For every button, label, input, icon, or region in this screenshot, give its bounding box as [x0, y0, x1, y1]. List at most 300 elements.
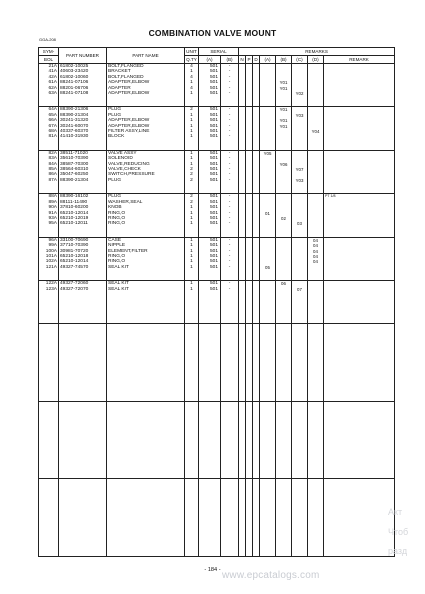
part-number-value: 61802-10025 — [60, 64, 89, 69]
remark-n-cell — [239, 281, 246, 324]
quantity-value: 1 — [190, 221, 193, 227]
remark-dcol-value — [308, 178, 323, 183]
serial-a-value: 501 — [209, 80, 218, 86]
page-number: - 184 - — [204, 567, 221, 573]
part-number-value: 38511-71020 — [60, 150, 88, 156]
serial-b-cell — [221, 64, 239, 107]
symbol-value: 81A — [48, 134, 57, 140]
part-name-value: PLUG — [108, 194, 122, 200]
serial-a-value: 501 — [209, 172, 218, 178]
symbol-value: 21A — [48, 64, 57, 69]
serial-b-value: - — [228, 253, 231, 259]
symbol-value: 42A — [48, 74, 57, 80]
empty-cell — [199, 401, 221, 479]
serial-b-value: - — [228, 243, 231, 249]
empty-cell — [260, 401, 276, 479]
header-remarks-a: (A) — [260, 56, 276, 64]
serial-a-value: 501 — [209, 205, 218, 211]
empty-cell — [276, 324, 292, 402]
part-number-value: 88111-11490 — [60, 199, 88, 205]
part-number-value: 65210-12014 — [60, 259, 89, 265]
remark-n-value — [239, 134, 245, 139]
empty-cell — [39, 324, 59, 402]
part-name-value: ADAPTER,ELBOW — [108, 90, 150, 96]
serial-a-cell — [199, 107, 221, 150]
remark-d-cell — [253, 281, 260, 324]
symbol-value: 85A — [48, 167, 57, 173]
part-name-value: KNOB — [108, 205, 122, 211]
empty-block — [39, 401, 395, 479]
serial-a-value: 501 — [209, 74, 218, 80]
quantity-value: 2 — [190, 172, 193, 178]
serial-b-value: - — [228, 85, 231, 91]
overlay-text-1: Акт — [388, 507, 403, 517]
remark-a-value: 01 — [265, 210, 270, 216]
part-number-cell — [59, 194, 107, 237]
remark-c-cell — [292, 237, 308, 280]
empty-cell — [260, 479, 276, 557]
serial-a-value: 501 — [209, 259, 218, 265]
part-number-value: 30981-70720 — [60, 248, 89, 254]
remark-n-cell — [239, 107, 246, 150]
symbol-value: 66A — [48, 118, 57, 124]
remark-value — [324, 221, 394, 226]
remark-cell — [324, 194, 395, 237]
header-remarks-d: (D) — [308, 56, 324, 64]
header-bol: BOL — [39, 56, 59, 64]
part-number-cell — [59, 107, 107, 150]
serial-a-value: 501 — [209, 69, 218, 75]
remark-b-value: Y06 — [279, 161, 288, 167]
part-name-value: SOLENOID — [108, 156, 133, 162]
quantity-value: 2 — [190, 177, 193, 183]
remark-d-value — [253, 287, 259, 292]
remark-d-cell — [253, 107, 260, 150]
remark-n-value — [239, 265, 245, 270]
serial-b-value: - — [228, 172, 231, 178]
part-number-value: 88201-06706 — [60, 85, 89, 91]
serial-a-value: 501 — [209, 286, 218, 292]
serial-b-value: - — [228, 129, 231, 135]
empty-cell — [276, 401, 292, 479]
empty-cell — [221, 324, 239, 402]
remark-b-value: Y01 — [279, 80, 288, 86]
remark-value — [324, 134, 394, 139]
remark-a-cell — [260, 64, 276, 107]
header-p: P — [247, 57, 251, 62]
empty-cell — [246, 479, 253, 557]
remark-a-value: Y05 — [263, 150, 272, 156]
remark-b-value: Y01 — [279, 123, 288, 129]
part-name-cell — [107, 64, 185, 107]
part-name-value: ELEMENT,FILTER — [108, 248, 148, 254]
symbol-value: 122A — [45, 281, 57, 287]
part-name-value: ADAPTER — [108, 85, 131, 91]
remark-dcol-value — [308, 221, 323, 226]
header-remark: REMARK — [324, 56, 395, 64]
remark-p-value — [246, 265, 252, 270]
serial-b-value: - — [228, 281, 231, 287]
remark-d-value — [253, 265, 259, 270]
remark-c-value: Y07 — [295, 167, 304, 173]
symbol-value: 123A — [45, 286, 57, 292]
part-number-value: 88241-07108 — [60, 90, 89, 96]
remark-a-value — [260, 178, 275, 183]
serial-b-value: - — [228, 177, 231, 183]
remark-value — [324, 287, 394, 292]
remark-cell — [324, 107, 395, 150]
part-number-cell — [59, 150, 107, 193]
remark-n-cell — [239, 194, 246, 237]
empty-cell — [107, 401, 185, 479]
part-number-value: 88241-07106 — [60, 80, 89, 86]
empty-cell — [39, 401, 59, 479]
quantity-value: 1 — [190, 205, 193, 211]
quantity-value: 4 — [190, 85, 193, 91]
part-number-value: 30241-60070 — [60, 123, 89, 129]
remark-b-value: Y01 — [279, 107, 288, 113]
serial-a-value: 501 — [209, 221, 218, 227]
quantity-value: 1 — [190, 286, 193, 292]
remark-cell — [324, 64, 395, 107]
empty-cell — [253, 401, 260, 479]
symbol-value: 95A — [48, 221, 57, 227]
serial-a-value: 501 — [209, 237, 218, 243]
part-name-value: PLUG — [108, 177, 122, 183]
symbol-value: 65A — [48, 112, 57, 118]
remark-b-value — [276, 265, 291, 270]
part-number-value: 35610-70390 — [60, 156, 89, 162]
quantity-cell — [185, 64, 199, 107]
remark-p-cell — [246, 237, 253, 280]
part-number-value: 37710-70390 — [60, 243, 89, 249]
remark-n-cell — [239, 237, 246, 280]
serial-b-value: - — [228, 69, 231, 75]
part-name-value: SWITCH,PRESSURE — [108, 172, 155, 178]
remark-p-cell — [246, 64, 253, 107]
empty-cell — [253, 324, 260, 402]
remark-c-value — [292, 134, 307, 139]
remark-b-cell — [276, 107, 292, 150]
part-name-value: RING,O — [108, 259, 126, 265]
table-block — [39, 194, 395, 237]
part-number-value: 88390-16102 — [60, 194, 89, 200]
table-block — [39, 150, 395, 193]
remark-d-value — [253, 178, 259, 183]
quantity-value: 2 — [190, 194, 193, 200]
empty-cell — [246, 324, 253, 402]
remark-b-cell — [276, 237, 292, 280]
part-number-value: 65210-12019 — [60, 215, 89, 221]
serial-b-value: - — [228, 112, 231, 118]
remark-b-cell — [276, 64, 292, 107]
quantity-value: 2 — [190, 167, 193, 173]
remark-c-cell — [292, 64, 308, 107]
remark-value — [324, 265, 394, 270]
remark-p-value — [246, 134, 252, 139]
remark-a-cell — [260, 194, 276, 237]
header-d: D — [254, 57, 258, 62]
part-name-value: VALVE,REDUCING — [108, 161, 150, 167]
remark-b-value — [276, 287, 291, 292]
serial-b-value: - — [228, 90, 231, 96]
quantity-value: 1 — [190, 237, 193, 243]
symbol-value: 61A — [48, 80, 57, 86]
quantity-value: 1 — [190, 90, 193, 96]
serial-b-value: - — [228, 221, 231, 227]
header-sym: SYM- — [39, 48, 59, 56]
part-number-cell — [59, 64, 107, 107]
symbol-cell — [39, 194, 59, 237]
remark-dcol-value: 04 — [313, 248, 318, 254]
symbol-value: 91A — [48, 210, 57, 216]
part-name-value: BRACKET — [108, 69, 131, 75]
serial-a-value: 501 — [209, 194, 218, 200]
symbol-value: 101A — [45, 253, 57, 259]
serial-a-value: 501 — [209, 199, 218, 205]
remark-dcol-value: 04 — [313, 259, 318, 265]
quantity-value: 1 — [190, 112, 193, 118]
serial-a-value: 501 — [209, 156, 218, 162]
symbol-value: 62A — [48, 85, 57, 91]
empty-cell — [308, 324, 324, 402]
part-number-value: 65210-12018 — [60, 253, 89, 259]
remark-cell — [324, 237, 395, 280]
serial-b-value: - — [228, 286, 231, 292]
remark-d-cell — [253, 150, 260, 193]
part-number-value: 88390-21304 — [60, 112, 89, 118]
serial-a-value: 501 — [209, 129, 218, 135]
part-number-value: 65210-12014 — [60, 210, 89, 216]
quantity-value: 4 — [190, 64, 193, 69]
remark-p-value — [246, 287, 252, 292]
symbol-value: 87A — [48, 177, 57, 183]
quantity-value: 1 — [190, 123, 193, 129]
part-number-value: 35047-60250 — [60, 172, 89, 178]
remark-dcol-value: 04 — [313, 243, 318, 249]
empty-cell — [199, 479, 221, 557]
part-name-cell — [107, 281, 185, 324]
symbol-value: 63A — [48, 90, 57, 96]
part-name-value: SEAL KIT — [108, 281, 129, 287]
overlay-text-3: разд — [388, 546, 408, 556]
serial-b-cell — [221, 194, 239, 237]
serial-b-cell — [221, 107, 239, 150]
serial-b-value: - — [228, 150, 231, 156]
table-block — [39, 237, 395, 280]
part-number-value: 49327-72070 — [60, 286, 89, 292]
remark-value — [324, 178, 394, 183]
header-serial: SERIAL — [199, 48, 239, 56]
serial-a-cell — [199, 281, 221, 324]
serial-b-value: - — [228, 80, 231, 86]
symbol-value: 89A — [48, 199, 57, 205]
part-name-value: SEAL KIT — [108, 264, 129, 270]
symbol-value: 102A — [45, 259, 57, 265]
quantity-value: 4 — [190, 74, 193, 80]
part-name-value: CASE — [108, 237, 122, 243]
part-number-value: 38587-70300 — [60, 161, 89, 167]
header-qty: Q.TY — [186, 57, 197, 62]
symbol-value: 121A — [45, 264, 57, 270]
serial-b-value: - — [228, 134, 231, 140]
remark-cell — [324, 281, 395, 324]
empty-cell — [260, 324, 276, 402]
part-name-value: RING,O — [108, 210, 126, 216]
serial-b-value: - — [228, 194, 231, 200]
symbol-value: 84A — [48, 161, 57, 167]
serial-b-value: - — [228, 205, 231, 211]
symbol-value: 99A — [48, 243, 57, 249]
part-name-value: VALVE,CHECK — [108, 167, 141, 173]
quantity-value: 2 — [190, 107, 193, 113]
part-name-value: BLOCK — [108, 134, 125, 140]
serial-a-value: 501 — [209, 85, 218, 91]
remark-c-cell — [292, 194, 308, 237]
remark-n-cell — [239, 150, 246, 193]
part-name-value: BOLT,FLANGED — [108, 64, 144, 69]
quantity-value: 1 — [190, 150, 193, 156]
symbol-value: 83A — [48, 156, 57, 162]
remark-p-value — [246, 178, 252, 183]
serial-b-value: - — [228, 118, 231, 124]
serial-b-value: - — [228, 74, 231, 80]
serial-a-value: 501 — [209, 177, 218, 183]
empty-cell — [292, 324, 308, 402]
header-unit: UNIT — [186, 49, 197, 54]
serial-a-value: 501 — [209, 264, 218, 270]
symbol-cell — [39, 150, 59, 193]
serial-a-cell — [199, 194, 221, 237]
remark-a-cell — [260, 281, 276, 324]
part-name-value: PLUG — [108, 112, 122, 118]
quantity-value: 1 — [190, 156, 193, 162]
remark-b-value: Y01 — [279, 85, 288, 91]
serial-a-value: 501 — [209, 123, 218, 129]
quantity-value: 1 — [190, 259, 193, 265]
document-code: GGA-208 — [39, 37, 56, 42]
remark-b-cell — [276, 194, 292, 237]
remark-d-cell — [253, 237, 260, 280]
remark-dcol-cell — [308, 150, 324, 193]
parts-table — [38, 47, 395, 557]
symbol-value: 100A — [45, 248, 57, 254]
empty-cell — [59, 401, 107, 479]
serial-b-value: - — [228, 199, 231, 205]
serial-a-cell — [199, 237, 221, 280]
serial-a-value: 501 — [209, 134, 218, 140]
quantity-cell — [185, 281, 199, 324]
empty-cell — [59, 479, 107, 557]
quantity-value: 1 — [190, 134, 193, 140]
header-part-number: PART NUMBER — [59, 48, 107, 64]
remark-c-cell — [292, 281, 308, 324]
remark-b-value — [276, 178, 291, 183]
serial-b-value: - — [228, 107, 231, 113]
symbol-value: 82A — [48, 150, 57, 156]
serial-b-value: - — [228, 161, 231, 167]
part-number-value: 49327-74570 — [60, 264, 89, 270]
symbol-value: 88A — [48, 194, 57, 200]
symbol-cell — [39, 107, 59, 150]
serial-a-value: 501 — [209, 150, 218, 156]
empty-cell — [59, 324, 107, 402]
remark-a-cell — [260, 107, 276, 150]
remark-dcol-cell — [308, 64, 324, 107]
quantity-value: 1 — [190, 118, 193, 124]
quantity-cell — [185, 237, 199, 280]
empty-cell — [292, 401, 308, 479]
symbol-value: 67A — [48, 123, 57, 129]
serial-a-value: 501 — [209, 253, 218, 259]
serial-a-value: 501 — [209, 210, 218, 216]
serial-a-value: 501 — [209, 107, 218, 113]
empty-cell — [324, 401, 395, 479]
part-name-value: ADAPTER,ELBOW — [108, 80, 150, 86]
header-n: N — [240, 57, 244, 62]
remark-d-cell — [253, 194, 260, 237]
serial-a-value: 501 — [209, 90, 218, 96]
empty-cell — [239, 324, 246, 402]
part-name-value: FILTER ASSY,LINE — [108, 129, 150, 135]
serial-a-value: 501 — [209, 161, 218, 167]
part-name-value: WASHER,SEAL — [108, 199, 143, 205]
part-number-value: 88390-21304 — [60, 177, 89, 183]
empty-cell — [221, 479, 239, 557]
remark-dcol-value: Y04 — [311, 129, 320, 135]
watermark-text: www.epcatalogs.com — [222, 570, 320, 581]
serial-a-value: 501 — [209, 118, 218, 124]
remark-a-cell — [260, 150, 276, 193]
empty-cell — [324, 324, 395, 402]
serial-b-value: - — [228, 156, 231, 162]
remark-a-value — [260, 287, 275, 292]
symbol-value: 41A — [48, 69, 57, 75]
remark-value — [324, 91, 394, 96]
empty-cell — [292, 479, 308, 557]
overlay-text-2: Чтоб — [388, 527, 409, 537]
empty-cell — [324, 479, 395, 557]
part-name-value: VALVE ASSY — [108, 150, 137, 156]
remark-p-value — [246, 91, 252, 96]
part-name-cell — [107, 107, 185, 150]
part-number-value: 38564-60310 — [60, 167, 89, 173]
part-name-cell — [107, 237, 185, 280]
serial-a-value: 501 — [209, 64, 218, 69]
symbol-cell — [39, 64, 59, 107]
quantity-value: 2 — [190, 199, 193, 205]
part-number-cell — [59, 281, 107, 324]
part-name-value: ADAPTER,ELBOW — [108, 123, 150, 129]
quantity-cell — [185, 150, 199, 193]
remark-c-value: 07 — [297, 286, 302, 292]
part-number-value: 40337-60370 — [60, 129, 89, 135]
serial-b-cell — [221, 150, 239, 193]
serial-a-value: 501 — [209, 243, 218, 249]
header-remarks-b: (B) — [276, 56, 292, 64]
remark-p-cell — [246, 281, 253, 324]
remark-c-cell — [292, 150, 308, 193]
serial-a-cell — [199, 64, 221, 107]
symbol-value: 93A — [48, 215, 57, 221]
symbol-value: 96A — [48, 237, 57, 243]
part-number-value: 49327-72060 — [60, 281, 89, 287]
part-number-value: 40603-23420 — [60, 69, 89, 75]
symbol-cell — [39, 281, 59, 324]
serial-b-value: - — [228, 259, 231, 265]
remark-b-value: Y01 — [279, 118, 288, 124]
empty-cell — [185, 479, 199, 557]
